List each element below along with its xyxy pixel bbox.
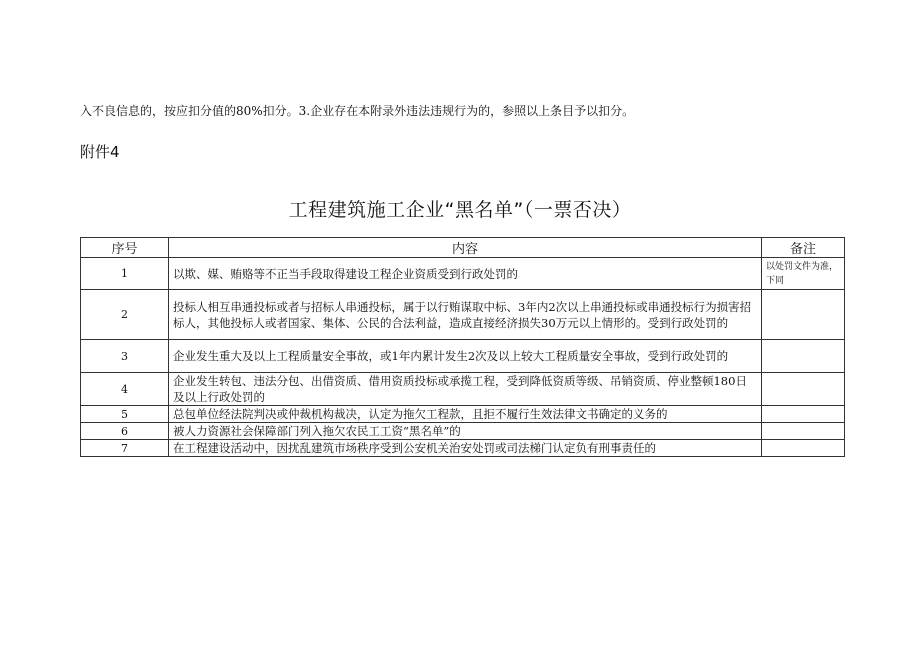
- document-title: 工程建筑施工企业“黑名单”（一票否决）: [288, 199, 632, 221]
- row-remark: [762, 440, 845, 457]
- row-remark: [762, 423, 845, 440]
- row-number: 7: [81, 440, 169, 457]
- row-number: 2: [81, 290, 169, 340]
- intro-paragraph: 入不良信息的，按应扣分值的80%扣分。3.企业存在本附录外违法违规行为的，参照以上条目予以扣分。: [80, 104, 635, 118]
- header-remark: 备注: [762, 238, 845, 258]
- row-remark: [762, 406, 845, 423]
- row-content: 投标人相互串通投标或者与招标人串通投标，属于以行贿谋取中标、3年内2次以上串通投标或串通投标行为损害招标人，其他投标人或者国家、集体、公民的合法利益，造成直接经济损失30万元以上情形的。受到行政处罚的: [169, 290, 762, 340]
- row-content: 企业发生重大及以上工程质量安全事故，或1年内累计发生2次及以上较大工程质量安全事故，受到行政处罚的: [169, 340, 762, 373]
- row-number: 1: [81, 258, 169, 290]
- row-content: 企业发生转包、违法分包、出借资质、借用资质投标或承揽工程，受到降低资质等级、吊销资质、停业整顿180日及以上行政处罚的: [169, 373, 762, 406]
- row-number: 5: [81, 406, 169, 423]
- row-number: 4: [81, 373, 169, 406]
- row-remark: [762, 340, 845, 373]
- table-row: [81, 373, 845, 406]
- row-content: 在工程建设活动中，因扰乱建筑市场秩序受到公安机关治安处罚或司法梯门认定负有刑事责任的: [169, 440, 762, 457]
- table-row: [81, 440, 845, 457]
- row-content: 被人力资源社会保障部门列入拖欠农民工工资“黑名单”的: [169, 423, 762, 440]
- row-number: 6: [81, 423, 169, 440]
- annex-label: 附件4: [80, 143, 120, 161]
- table-row: [81, 406, 845, 423]
- header-number: 序号: [81, 238, 169, 258]
- row-remark: 以处罚文件为准，下同: [762, 258, 845, 290]
- row-content: 以欺、媒、贿赂等不正当手段取得建设工程企业资质受到行政处罚的: [169, 258, 762, 290]
- table-row: [81, 258, 845, 290]
- header-content: 内容: [169, 238, 762, 258]
- row-remark: [762, 290, 845, 340]
- table-row: [81, 423, 845, 440]
- table-header-row: [81, 238, 845, 258]
- row-number: 3: [81, 340, 169, 373]
- blacklist-table: [80, 237, 845, 457]
- table-row: [81, 340, 845, 373]
- table-row: [81, 290, 845, 340]
- row-content: 总包单位经法院判决或仲裁机构裁决，认定为拖欠工程款，且拒不履行生效法律文书确定的义务的: [169, 406, 762, 423]
- row-remark: [762, 373, 845, 406]
